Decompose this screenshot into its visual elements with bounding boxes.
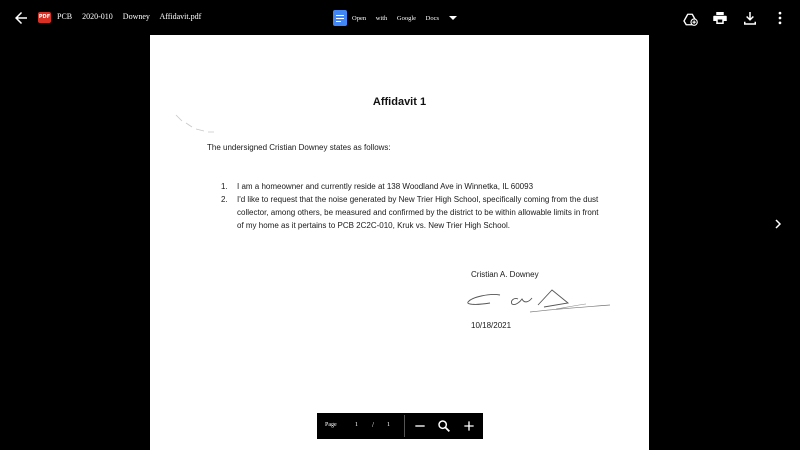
minus-icon[interactable] — [412, 418, 428, 434]
print-icon[interactable] — [711, 9, 729, 27]
google-docs-icon — [333, 10, 347, 26]
more-vert-icon[interactable] — [771, 9, 789, 27]
signer-name: Cristian A. Downey — [471, 270, 539, 279]
affidavit-intro: The undersigned Cristian Downey states as follows: — [207, 143, 391, 152]
page-separator: / — [372, 421, 374, 429]
page-label: Page — [325, 422, 337, 428]
open-with-google-docs-button[interactable] — [333, 10, 457, 26]
current-page-input[interactable]: 1 — [355, 422, 358, 428]
add-to-drive-icon[interactable] — [681, 9, 699, 27]
pdf-file-icon: PDF — [38, 12, 51, 23]
top-toolbar — [0, 0, 800, 36]
signature-date: 10/18/2021 — [471, 321, 512, 330]
scan-artifact — [170, 109, 220, 139]
download-icon[interactable] — [741, 9, 759, 27]
list-item-number: 2. — [221, 195, 228, 204]
chevron-right-icon[interactable] — [770, 216, 786, 232]
affidavit-title: Affidavit 1 — [372, 96, 427, 108]
total-pages: 1 — [387, 422, 390, 428]
list-item — [221, 180, 601, 193]
list-item-text: I am a homeowner and currently reside at 138 Woodland Ave in Winnetka, IL 60093 — [237, 182, 534, 191]
handwritten-signature — [460, 285, 615, 321]
list-item — [221, 193, 601, 232]
file-title: PCB 2020-010 Downey Affidavit.pdf — [57, 12, 202, 21]
pdf-page — [150, 35, 649, 450]
affidavit-statements — [221, 180, 601, 232]
list-item-number: 1. — [221, 182, 228, 191]
arrow-back-icon[interactable] — [12, 9, 30, 27]
chevron-down-icon[interactable] — [449, 16, 457, 20]
divider — [404, 415, 405, 437]
page-zoom-bar — [317, 413, 483, 439]
magnifier-icon[interactable] — [436, 418, 452, 434]
plus-icon[interactable] — [461, 418, 477, 434]
open-with-label: Open with Google Docs — [352, 14, 440, 22]
list-item-text: I'd like to request that the noise generated by New Trier High School, specifically coming from the dust collector, among others, be measured and confirmed by the district to be within allowable limits in front of my home as it pertains to PCB 2C2C-010, Kruk vs. New Trier High School. — [237, 195, 599, 230]
